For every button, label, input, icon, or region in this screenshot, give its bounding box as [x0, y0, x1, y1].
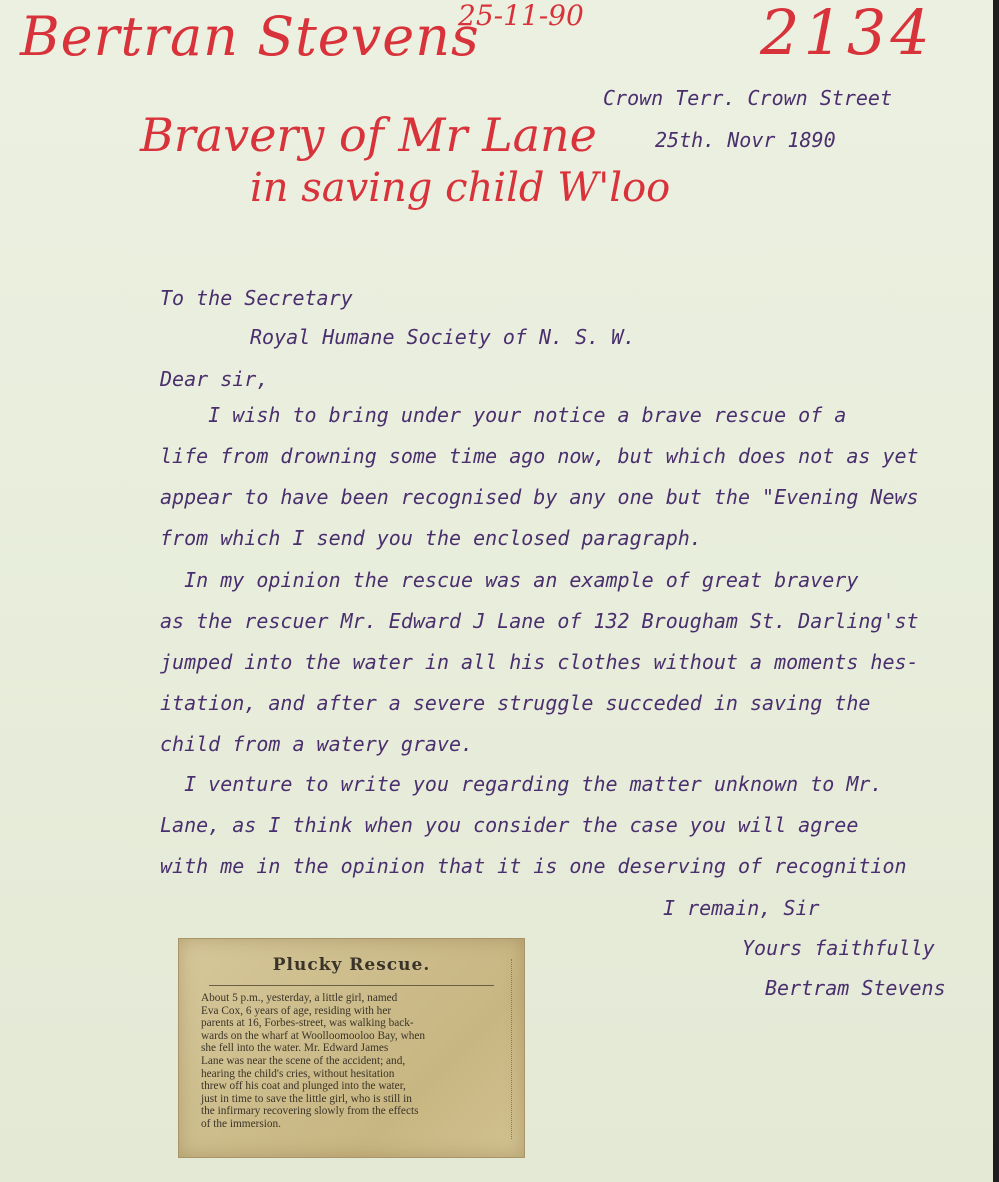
clipping-line: threw off his coat and plunged into the water, — [201, 1080, 406, 1093]
letter-date: 25th. Novr 1890 — [655, 128, 836, 152]
clipping-torn-edge — [511, 959, 520, 1139]
annotation-reference-number: 2134 — [760, 0, 934, 69]
paragraph-line: jumped into the water in all his clothes without a moments hes- — [160, 650, 919, 674]
annotation-date: 25-11-90 — [458, 0, 584, 32]
closing-line2: Yours faithfully — [742, 936, 935, 960]
clipping-body — [201, 992, 499, 1131]
paragraph-line: Lane, as I think when you consider the case you will agree — [160, 813, 859, 837]
paragraph-line: In my opinion the rescue was an example of great bravery — [160, 568, 859, 592]
scan-edge — [993, 0, 999, 1182]
salutation: Dear sir, — [160, 367, 269, 391]
clipping-line: just in time to save the little girl, who is still in — [201, 1092, 412, 1105]
paragraph-line: I venture to write you regarding the matter unknown to Mr. — [160, 772, 883, 796]
closing-line1: I remain, Sir — [663, 896, 820, 920]
clipping-line: hearing the child's cries, without hesitation — [201, 1067, 395, 1080]
paragraph-2 — [160, 570, 980, 775]
clipping-title: Plucky Rescue. — [272, 955, 431, 975]
paragraph-line: with me in the opinion that it is one deserving of recognition — [160, 854, 907, 878]
clipping-line: About 5 p.m., yesterday, a little girl, named — [201, 992, 398, 1004]
paragraph-line: itation, and after a severe struggle succeded in saving the — [160, 691, 871, 715]
annotation-writer-name: Bertran Stevens — [20, 5, 480, 68]
clipping-line: of the immersion. — [201, 1117, 282, 1130]
annotation-subject-line1: Bravery of Mr Lane — [140, 108, 597, 162]
paragraph-line: child from a watery grave. — [160, 732, 474, 756]
recipient-line1: To the Secretary — [160, 286, 353, 310]
paragraph-line: as the rescuer Mr. Edward J Lane of 132 Brougham St. Darling'st — [160, 609, 919, 633]
paragraph-line: from which I send you the enclosed paragraph. — [160, 526, 702, 550]
clipping-divider — [209, 985, 494, 986]
paragraph-1 — [160, 405, 980, 569]
paragraph-line: life from drowning some time ago now, but which does not as yet — [160, 444, 919, 468]
paragraph-line: appear to have been recognised by any one but the "Evening News — [160, 485, 919, 509]
clipping-line: parents at 16, Forbes-street, was walking back- — [201, 1017, 414, 1030]
paragraph-3 — [160, 774, 980, 897]
clipping-line: she fell into the water. Mr. Edward James — [201, 1042, 389, 1055]
recipient-line2: Royal Humane Society of N. S. W. — [250, 325, 636, 349]
clipping-line: Lane was near the scene of the accident; and, — [201, 1054, 406, 1067]
signature: Bertram Stevens — [765, 976, 946, 1000]
clipping-line: the infirmary recovering slowly from the effects — [201, 1105, 419, 1118]
newspaper-clipping — [178, 938, 525, 1158]
letter-address: Crown Terr. Crown Street — [603, 86, 892, 110]
paragraph-line: I wish to bring under your notice a brave rescue of a — [160, 403, 847, 427]
clipping-line: Eva Cox, 6 years of age, residing with her — [201, 1004, 392, 1017]
clipping-line: wards on the wharf at Woolloomooloo Bay, when — [201, 1029, 426, 1042]
annotation-subject-line2: in saving child W'loo — [250, 165, 671, 211]
